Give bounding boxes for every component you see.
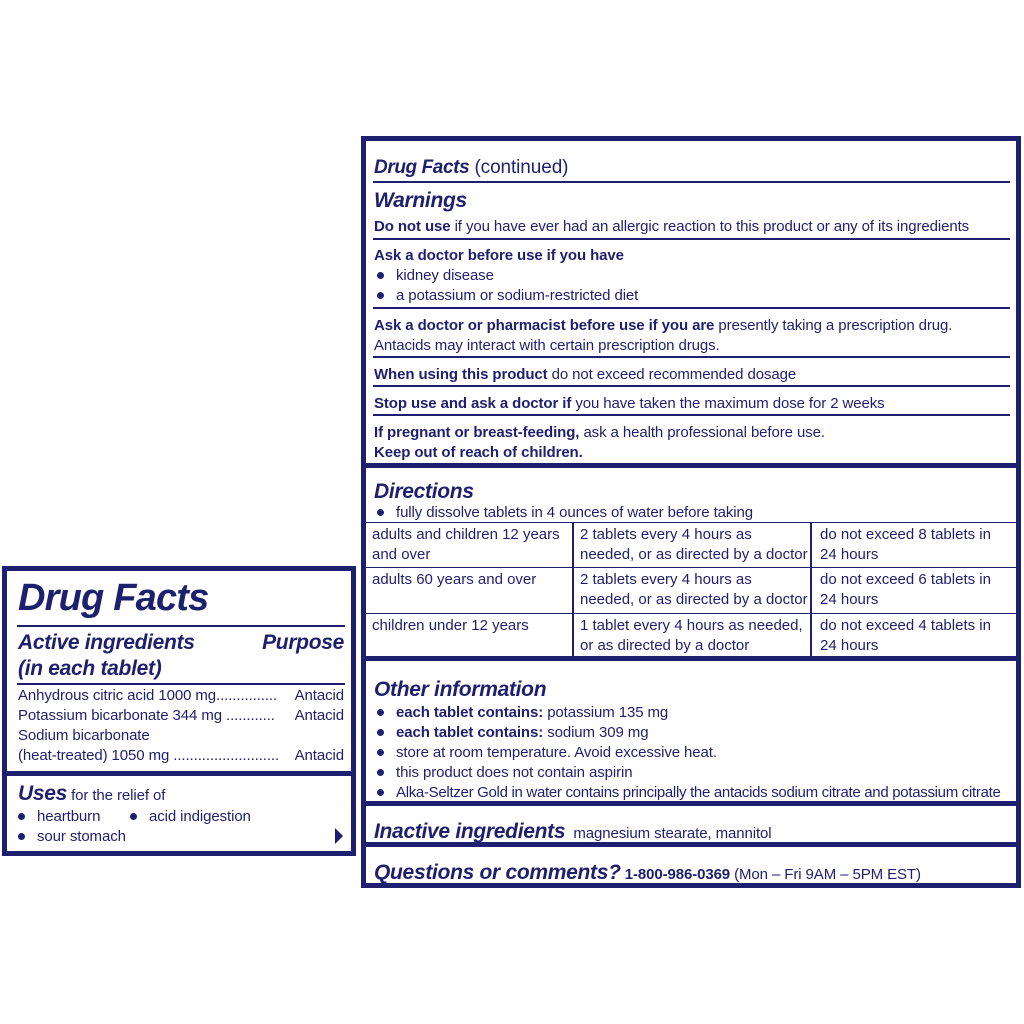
active-ingredients-heading: Active ingredients (18, 631, 195, 654)
title-rule (17, 625, 345, 627)
ingredient-purpose: Antacid (294, 707, 344, 724)
title-rule (373, 181, 1010, 183)
ingredient-line: Anhydrous citric acid 1000 mg............... (18, 687, 278, 704)
directions-cell-limit: do not exceed 6 tablets in 24 hours (820, 571, 991, 608)
bullet-icon (377, 292, 384, 299)
directions-heading: Directions (374, 480, 474, 503)
questions-phone: 1-800-986-0369 (624, 866, 731, 883)
use-item: acid indigestion (126, 807, 251, 826)
inactive-ingredients-heading: Inactive ingredients (374, 820, 566, 843)
other-information-section (366, 661, 1016, 806)
warnings-heading: Warnings (374, 189, 467, 212)
directions-cell-dose: 2 tablets every 4 hours as needed, or as directed by a doctor (580, 571, 808, 608)
directions-cell-limit: do not exceed 4 tablets in 24 hours (820, 617, 991, 654)
inactive-ingredients-section (366, 806, 1016, 847)
bullet-icon (18, 813, 25, 820)
ask-doctor-item: a potassium or sodium-restricted diet (373, 286, 638, 305)
divider-rule (373, 307, 1010, 309)
ingredient-line: Sodium bicarbonate (18, 727, 150, 744)
bullet-icon (377, 709, 384, 716)
inactive-ingredients-text: magnesium stearate, mannitol (573, 825, 772, 842)
warnings-section (366, 141, 1016, 468)
ingredient-purpose: Antacid (294, 747, 344, 764)
other-info-item: each tablet contains: potassium 135 mg (373, 703, 668, 722)
uses-intro: for the relief of (71, 787, 166, 804)
directions-row (366, 613, 1016, 656)
keep-out-text: Keep out of reach of children. (374, 444, 583, 461)
when-using-text: When using this product do not exceed recommended dosage (374, 366, 797, 383)
directions-cell-who: adults 60 years and over (372, 571, 537, 588)
ask-pharmacist-text-2: Antacids may interact with certain prescription drugs. (374, 337, 720, 354)
directions-cell-dose: 1 tablet every 4 hours as needed, or as directed by a doctor (580, 617, 803, 654)
other-info-item: this product does not contain aspirin (373, 763, 632, 782)
ingredient-purpose: Antacid (294, 687, 344, 704)
bullet-icon (377, 789, 384, 796)
pregnant-text: If pregnant or breast-feeding, ask a health professional before use. (374, 424, 825, 441)
bullet-icon (377, 729, 384, 736)
bullet-icon (18, 833, 25, 840)
use-item: sour stomach (14, 827, 126, 846)
divider-rule (373, 238, 1010, 240)
bullet-icon (377, 749, 384, 756)
other-info-item: each tablet contains: sodium 309 mg (373, 723, 648, 742)
directions-row (366, 522, 1016, 567)
drug-facts-title: Drug Facts (18, 577, 209, 619)
other-info-item: store at room temperature. Avoid excessive heat. (373, 743, 717, 762)
divider-rule (373, 414, 1010, 416)
uses-heading: Uses (18, 782, 68, 805)
directions-cell-who: adults and children 12 years and over (372, 526, 560, 563)
directions-section (366, 468, 1016, 661)
ingredients-rule (17, 683, 345, 685)
active-ingredients-subheading: (in each tablet) (18, 657, 162, 680)
use-item: heartburn (14, 807, 100, 826)
active-ingredients-section (7, 571, 351, 776)
bullet-icon (130, 813, 137, 820)
bullet-icon (377, 509, 384, 516)
directions-cell-dose: 2 tablets every 4 hours as needed, or as directed by a doctor (580, 526, 808, 563)
directions-row (366, 567, 1016, 613)
drug-facts-panel-right (361, 136, 1021, 888)
bullet-icon (377, 769, 384, 776)
ingredient-line: Potassium bicarbonate 344 mg ............ (18, 707, 275, 724)
drug-facts-panel-left (2, 566, 356, 856)
do-not-use-text: Do not use if you have ever had an allergic reaction to this product or any of its ingredients (374, 218, 970, 235)
other-info-item: Alka-Seltzer Gold in water contains principally the antacids sodium citrate and potassium citrate (373, 783, 1001, 802)
stop-use-text: Stop use and ask a doctor if you have taken the maximum dose for 2 weeks (374, 395, 885, 412)
continued-title: Drug Facts (continued) (374, 157, 569, 178)
ask-doctor-heading: Ask a doctor before use if you have (374, 247, 624, 264)
uses-section (7, 776, 351, 851)
questions-hours: (Mon – Fri 9AM – 5PM EST) (734, 866, 921, 883)
directions-cell-who: children under 12 years (372, 617, 529, 634)
directions-cell-limit: do not exceed 8 tablets in 24 hours (820, 526, 991, 563)
purpose-heading: Purpose (262, 631, 344, 654)
ask-doctor-item: kidney disease (373, 266, 494, 285)
divider-rule (373, 385, 1010, 387)
questions-line (374, 861, 921, 885)
divider-rule (373, 356, 1010, 358)
bullet-icon (377, 272, 384, 279)
inactive-ingredients-line (374, 820, 772, 844)
questions-heading: Questions or comments? (374, 861, 621, 884)
directions-intro: fully dissolve tablets in 4 ounces of water before taking (373, 503, 753, 522)
ingredient-line: (heat-treated) 1050 mg .......................... (18, 747, 280, 764)
questions-section (366, 847, 1016, 883)
other-information-heading: Other information (374, 678, 547, 701)
uses-line (18, 782, 165, 806)
ask-pharmacist-text: Ask a doctor or pharmacist before use if you are presently taking a prescription drug. (374, 317, 953, 334)
triangle-right-icon (335, 828, 343, 844)
